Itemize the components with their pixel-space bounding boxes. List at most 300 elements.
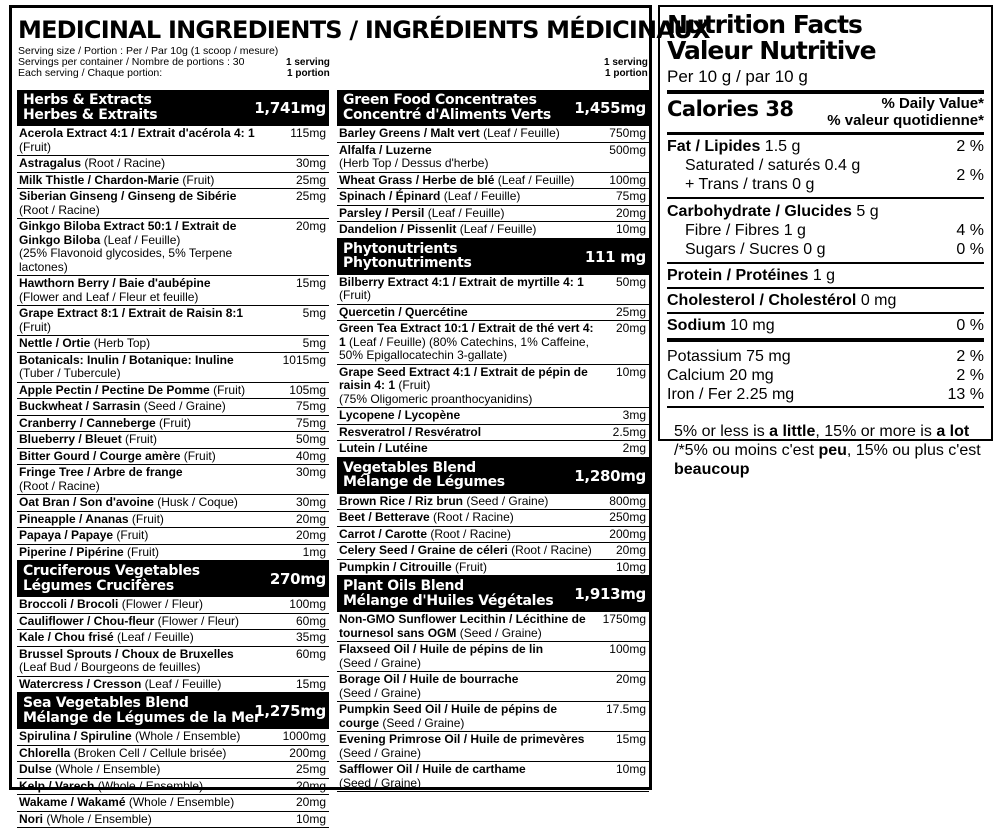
ingredient-amount: 500mg xyxy=(609,144,646,158)
ingredient-amount: 20mg xyxy=(296,513,326,527)
section-header xyxy=(337,90,649,126)
ingredient-name: Grape Extract 8:1 / Extrait de Raisin 8:1 xyxy=(19,306,243,320)
section-amount: 1,280mg xyxy=(574,467,646,485)
ingredient-row xyxy=(17,276,329,306)
ingredient-row xyxy=(17,762,329,779)
saturated-row: Saturated / saturés 0.4 g xyxy=(667,156,984,175)
ingredient-amount: 20mg xyxy=(296,780,326,794)
ingredient-amount: 50mg xyxy=(296,433,326,447)
sodium-row xyxy=(667,314,984,342)
ingredient-name: Astragalus xyxy=(19,156,81,170)
ingredient-amount: 10mg xyxy=(296,813,326,827)
ingredient-name: Apple Pectin / Pectine De Pomme xyxy=(19,383,210,397)
fat-amount: 1.5 g xyxy=(760,138,800,155)
ingredient-amount: 20mg xyxy=(296,796,326,810)
ingredient-row xyxy=(17,173,329,190)
sat-trans-pct: 2 % xyxy=(956,166,984,185)
ingredient-name: Borage Oil / Huile de bourrache xyxy=(339,672,518,686)
ingredient-amount: 15mg xyxy=(296,277,326,291)
ingredient-amount: 800mg xyxy=(609,495,646,509)
section-title: Phytonutrients Phytonutriments xyxy=(343,242,645,271)
fibre-label: Fibre / Fibres 1 g xyxy=(685,222,806,239)
ingredient-name: Wheat Grass / Herbe de blé xyxy=(339,173,494,187)
ingredient-name: Cranberry / Canneberge xyxy=(19,416,156,430)
ingredient-part: (Leaf / Feuille) xyxy=(440,189,520,203)
ingredient-name: Kelp / Varech xyxy=(19,779,94,793)
section-title: Cruciferous Vegetables Légumes Crucifères xyxy=(23,564,325,593)
ingredient-row xyxy=(17,336,329,353)
ingredient-row xyxy=(17,126,329,156)
nutrition-title-fr: Valeur Nutritive xyxy=(667,38,984,64)
ingredient-name: Botanicals: Inulin / Botanique: Inuline xyxy=(19,353,234,367)
ingredient-row xyxy=(337,275,649,305)
ingredient-name: Spirulina / Spiruline xyxy=(19,729,132,743)
ingredient-name: Siberian Ginseng / Ginseng de Sibérie xyxy=(19,189,236,203)
ingredient-part: (Root / Racine) xyxy=(508,543,592,557)
ingredient-row xyxy=(17,779,329,796)
ingredient-row xyxy=(337,189,649,206)
protein-row xyxy=(667,264,984,289)
ingredient-row xyxy=(17,399,329,416)
ingredient-name: Nettle / Ortie xyxy=(19,336,90,350)
ingredient-row xyxy=(17,795,329,812)
ingredient-row xyxy=(17,416,329,433)
ingredient-amount: 10mg xyxy=(616,366,646,380)
ingredient-part: (Fruit) xyxy=(124,545,159,559)
potassium-pct: 2 % xyxy=(956,347,984,366)
fibre-row xyxy=(667,221,984,240)
ingredient-part: (Whole / Ensemble) xyxy=(52,762,161,776)
ingredient-amount: 200mg xyxy=(609,528,646,542)
trans-row xyxy=(667,175,984,194)
trans-label: + Trans / trans 0 g xyxy=(685,176,814,193)
ingredient-name: Pineapple / Ananas xyxy=(19,512,129,526)
ingredient-row xyxy=(17,812,329,828)
ingredient-name: Ginkgo Biloba Extract 50:1 / Extrait de Ginkgo Biloba xyxy=(19,219,236,247)
ingredient-row xyxy=(337,762,649,792)
ingredient-part: (Leaf / Feuille) xyxy=(424,206,504,220)
ingredient-part: (Herb Top / Dessus d'herbe) xyxy=(339,156,488,170)
ingredient-row xyxy=(17,495,329,512)
ingredient-amount: 20mg xyxy=(616,544,646,558)
ingredient-part: (Fruit) xyxy=(180,449,215,463)
ingredient-name: Dandelion / Pissenlit xyxy=(339,222,456,236)
left-column xyxy=(17,90,329,828)
section-amount: 1,741mg xyxy=(254,99,326,117)
ingredient-name: Lutein / Lutéine xyxy=(339,441,428,455)
ingredient-amount: 20mg xyxy=(616,322,646,336)
ingredient-name: Parsley / Persil xyxy=(339,206,424,220)
ingredient-part: (Seed / Graine) xyxy=(339,686,421,700)
ingredient-amount: 30mg xyxy=(296,157,326,171)
ingredient-amount: 20mg xyxy=(616,207,646,221)
ingredient-row xyxy=(337,642,649,672)
ingredient-part: (Fruit) xyxy=(452,560,487,574)
ingredient-name: Bilberry Extract 4:1 / Extrait de myrtille 4: 1 xyxy=(339,275,584,289)
ingredient-part: (Seed / Graine) xyxy=(463,494,548,508)
serving-size: Serving size / Portion : Per / Par 10g (1 scoop / mesure) xyxy=(18,46,278,57)
ingredient-part: (Fruit) (75% Oligomeric proanthocyanidins) xyxy=(339,378,532,406)
ingredient-row xyxy=(337,321,649,365)
ingredient-row xyxy=(337,126,649,143)
ingredient-amount: 60mg xyxy=(296,615,326,629)
ingredient-row xyxy=(17,597,329,614)
serving-per: Per 10 g / par 10 g xyxy=(667,67,984,94)
ingredient-amount: 10mg xyxy=(616,561,646,575)
ingredient-name: Dulse xyxy=(19,762,52,776)
section-header xyxy=(17,561,329,597)
ingredient-name: Non-GMO Sunflower Lecithin / Lécithine de tournesol sans OGM xyxy=(339,612,586,640)
daily-value-en: % Daily Value* xyxy=(827,95,984,112)
ingredient-part: (Fruit) xyxy=(122,432,157,446)
col1-portion: 1 portion xyxy=(287,68,330,79)
ingredient-amount: 100mg xyxy=(609,174,646,188)
ingredient-part: (Fruit) xyxy=(210,383,245,397)
ingredient-part: (Whole / Ensemble) xyxy=(126,795,235,809)
ingredient-amount: 30mg xyxy=(296,466,326,480)
iron-label: Iron / Fer 2.25 mg xyxy=(667,386,794,403)
ingredient-part: (Husk / Coque) xyxy=(154,495,238,509)
ingredient-part: (Root / Racine) xyxy=(19,203,100,217)
ingredient-name: Kale / Chou frisé xyxy=(19,630,114,644)
ingredient-name: Evening Primrose Oil / Huile de primevères xyxy=(339,732,584,746)
ingredient-amount: 15mg xyxy=(616,733,646,747)
calcium-label: Calcium 20 mg xyxy=(667,367,774,384)
ingredient-amount: 20mg xyxy=(616,673,646,687)
carb-amount: 5 g xyxy=(852,203,879,220)
ingredient-name: Brown Rice / Riz brun xyxy=(339,494,463,508)
ingredient-part: (Leaf / Feuille) xyxy=(114,630,194,644)
iron-pct: 13 % xyxy=(948,385,984,404)
foot-text-7: , 15% ou plus c'est xyxy=(847,442,981,459)
ingredient-part: (Seed / Graine) xyxy=(339,746,421,760)
ingredient-part: (Whole / Ensemble) xyxy=(94,779,203,793)
ingredient-part: (Root / Racine) xyxy=(19,479,100,493)
ingredient-row xyxy=(17,545,329,562)
ingredient-row xyxy=(17,630,329,647)
foot-text-1: 5% or less is xyxy=(674,423,769,440)
ingredient-amount: 10mg xyxy=(616,223,646,237)
foot-text-6: peu xyxy=(818,442,846,459)
ingredient-row xyxy=(337,173,649,190)
ingredient-amount: 5mg xyxy=(303,307,326,321)
ingredient-row xyxy=(337,510,649,527)
ingredient-name: Piperine / Pipérine xyxy=(19,545,124,559)
carb-row xyxy=(667,202,984,221)
ingredient-name: Acerola Extract 4:1 / Extrait d'acérola 4: 1 xyxy=(19,126,255,140)
ingredient-part: (Flower and Leaf / Fleur et feuille) xyxy=(19,290,198,304)
ingredient-amount: 105mg xyxy=(289,384,326,398)
cholesterol-amount: 0 mg xyxy=(856,292,896,309)
sugars-label: Sugars / Sucres 0 g xyxy=(685,241,826,258)
section-amount: 1,275mg xyxy=(254,702,326,720)
right-column xyxy=(337,90,649,792)
ingredient-part: (Herb Top) xyxy=(90,336,150,350)
ingredient-amount: 1750mg xyxy=(603,613,646,627)
ingredient-row xyxy=(337,527,649,544)
foot-text-4: a lot xyxy=(936,423,969,440)
ingredient-name: Broccoli / Brocoli xyxy=(19,597,118,611)
ingredient-name: Flaxseed Oil / Huile de pépins de lin xyxy=(339,642,543,656)
ingredient-amount: 25mg xyxy=(296,190,326,204)
ingredient-amount: 60mg xyxy=(296,648,326,662)
ingredient-amount: 2mg xyxy=(623,442,646,456)
ingredient-part: (Fruit) xyxy=(19,140,51,154)
ingredient-name: Nori xyxy=(19,812,43,826)
ingredient-name: Blueberry / Bleuet xyxy=(19,432,122,446)
ingredient-amount: 20mg xyxy=(296,529,326,543)
protein-amount: 1 g xyxy=(808,267,835,284)
ingredient-part: (Fruit) xyxy=(19,320,51,334)
ingredient-amount: 200mg xyxy=(289,747,326,761)
ingredient-name: Pumpkin Seed Oil / Huile de pépins de courge xyxy=(339,702,557,730)
ingredient-part: (Tuber / Tubercule) xyxy=(19,366,121,380)
medicinal-title: MEDICINAL INGREDIENTS / INGRÉDIENTS MÉDICINAUX xyxy=(18,10,648,50)
ingredient-name: Barley Greens / Malt vert xyxy=(339,126,480,140)
ingredient-name: Chlorella xyxy=(19,746,70,760)
cholesterol-row xyxy=(667,289,984,314)
ingredient-row xyxy=(17,306,329,336)
ingredient-part: (Root / Racine) xyxy=(81,156,165,170)
section-title: Vegetables Blend Mélange de Légumes xyxy=(343,461,645,490)
ingredient-part: (Fruit) xyxy=(129,512,164,526)
daily-value-fr: % valeur quotidienne* xyxy=(827,112,984,129)
ingredient-amount: 75mg xyxy=(296,400,326,414)
section-amount: 270mg xyxy=(270,570,326,588)
ingredient-row xyxy=(337,494,649,511)
ingredient-name: Spinach / Épinard xyxy=(339,189,440,203)
col2-serving: 1 serving xyxy=(604,57,648,68)
calcium-row xyxy=(667,366,984,385)
section-title: Sea Vegetables Blend Mélange de Légumes de la Mer xyxy=(23,696,325,725)
ingredient-row xyxy=(17,528,329,545)
ingredient-amount: 40mg xyxy=(296,450,326,464)
ingredient-row xyxy=(17,432,329,449)
ingredient-amount: 25mg xyxy=(616,306,646,320)
cholesterol-label: Cholesterol / Cholestérol xyxy=(667,292,856,309)
ingredient-amount: 250mg xyxy=(609,511,646,525)
ingredient-name: Safflower Oil / Huile de carthame xyxy=(339,762,526,776)
potassium-row xyxy=(667,347,984,366)
ingredient-row xyxy=(337,222,649,239)
ingredient-name: Beet / Betterave xyxy=(339,510,430,524)
ingredient-name: Lycopene / Lycopène xyxy=(339,408,460,422)
ingredient-amount: 10mg xyxy=(616,763,646,777)
ingredient-row xyxy=(17,189,329,219)
ingredient-name: Green Tea Extract 10:1 / Extrait de thé vert 4: 1 xyxy=(339,321,594,349)
minerals-group xyxy=(667,342,984,408)
ingredient-part: (Flower / Fleur) xyxy=(154,614,239,628)
ingredient-row xyxy=(17,614,329,631)
ingredient-amount: 5mg xyxy=(303,337,326,351)
ingredient-row xyxy=(337,425,649,442)
ingredient-part: (Seed / Graine) xyxy=(339,656,421,670)
section-title: Herbs & Extracts Herbes & Extraits xyxy=(23,93,325,122)
ingredient-part: (Fruit) xyxy=(113,528,148,542)
ingredient-name: Wakame / Wakamé xyxy=(19,795,126,809)
each-serving: Each serving / Chaque portion: xyxy=(18,68,162,79)
ingredient-part: (Whole / Ensemble) xyxy=(132,729,241,743)
daily-value-header xyxy=(827,95,984,129)
foot-text-3: , 15% or more is xyxy=(815,423,936,440)
ingredient-name: Milk Thistle / Chardon-Marie xyxy=(19,173,179,187)
ingredient-amount: 25mg xyxy=(296,174,326,188)
ingredient-part: (Broken Cell / Cellule brisée) xyxy=(70,746,226,760)
ingredient-amount: 75mg xyxy=(616,190,646,204)
ingredient-row xyxy=(337,560,649,577)
ingredient-amount: 1015mg xyxy=(283,354,326,368)
ingredient-amount: 2.5mg xyxy=(613,426,646,440)
ingredient-amount: 35mg xyxy=(296,631,326,645)
ingredient-part: (Fruit) xyxy=(156,416,191,430)
section-header xyxy=(17,693,329,729)
ingredient-part: (Fruit) xyxy=(339,288,371,302)
ingredient-row xyxy=(17,219,329,276)
ingredient-amount: 750mg xyxy=(609,127,646,141)
ingredient-row xyxy=(17,156,329,173)
fat-row xyxy=(667,137,984,156)
fat-pct: 2 % xyxy=(956,137,984,156)
section-amount: 1,455mg xyxy=(574,99,646,117)
ingredient-row xyxy=(17,647,329,677)
ingredient-name: Resveratrol / Resvératrol xyxy=(339,425,481,439)
ingredient-name: Celery Seed / Graine de céleri xyxy=(339,543,508,557)
col1-serving: 1 serving xyxy=(286,57,330,68)
calcium-pct: 2 % xyxy=(956,366,984,385)
sugars-row xyxy=(667,240,984,259)
ingredient-amount: 100mg xyxy=(289,598,326,612)
ingredient-part: (Root / Racine) xyxy=(427,527,511,541)
ingredient-row xyxy=(17,449,329,466)
ingredient-amount: 30mg xyxy=(296,496,326,510)
section-amount: 1,913mg xyxy=(574,585,646,603)
sodium-amount: 10 mg xyxy=(726,317,775,334)
ingredient-amount: 15mg xyxy=(296,678,326,692)
ingredient-row xyxy=(17,465,329,495)
section-header xyxy=(337,458,649,494)
iron-row xyxy=(667,385,984,404)
ingredient-name: Alfalfa / Luzerne xyxy=(339,143,432,157)
servings-per-container: Servings per container / Nombre de portions : 30 xyxy=(18,57,244,68)
ingredient-amount: 3mg xyxy=(623,409,646,423)
ingredient-row xyxy=(337,441,649,458)
section-title: Plant Oils Blend Mélange d'Huiles Végétales xyxy=(343,579,645,608)
ingredient-part: (Leaf / Feuille) xyxy=(494,173,574,187)
ingredient-amount: 1000mg xyxy=(283,730,326,744)
calories-row xyxy=(667,94,984,135)
ingredient-part: (Leaf Bud / Bourgeons de feuilles) xyxy=(19,660,200,674)
ingredient-amount: 20mg xyxy=(296,220,326,234)
ingredient-name: Grape Seed Extract 4:1 / Extrait de pépin de raisin 4: 1 xyxy=(339,365,588,393)
ingredient-amount: 115mg xyxy=(290,127,326,141)
ingredient-name: Cauliflower / Chou-fleur xyxy=(19,614,154,628)
ingredient-amount: 50mg xyxy=(616,276,646,290)
section-header xyxy=(337,239,649,275)
ingredient-part: (Root / Racine) xyxy=(430,510,514,524)
ingredient-part: (Seed / Graine) xyxy=(140,399,225,413)
ingredient-name: Fringe Tree / Arbre de frange xyxy=(19,465,183,479)
ingredient-part: (Leaf / Feuille) xyxy=(480,126,560,140)
ingredient-part: (Flower / Fleur) xyxy=(118,597,203,611)
ingredient-row xyxy=(337,543,649,560)
foot-text-2: a little xyxy=(769,423,815,440)
carb-group xyxy=(667,199,984,264)
ingredient-part: (Leaf / Feuille) xyxy=(456,222,536,236)
ingredient-part: (Leaf / Feuille) (25% Flavonoid glycosides, 5% Terpene lactones) xyxy=(19,233,232,274)
ingredient-name: Carrot / Carotte xyxy=(339,527,427,541)
ingredient-amount: 75mg xyxy=(296,417,326,431)
ingredient-name: Quercetin / Quercétine xyxy=(339,305,468,319)
nutrition-title xyxy=(667,12,984,64)
col2-portion: 1 portion xyxy=(605,68,648,79)
protein-label: Protein / Protéines xyxy=(667,267,808,284)
ingredient-part: (Whole / Ensemble) xyxy=(43,812,152,826)
ingredient-amount: 25mg xyxy=(296,763,326,777)
ingredient-row xyxy=(337,206,649,223)
ingredient-row xyxy=(17,383,329,400)
ingredient-part: (Seed / Graine) xyxy=(456,626,541,640)
ingredient-name: Hawthorn Berry / Baie d'aubépine xyxy=(19,276,211,290)
ingredient-row xyxy=(337,365,649,409)
ingredient-name: Oat Bran / Son d'avoine xyxy=(19,495,154,509)
ingredient-name: Brussel Sprouts / Choux de Bruxelles xyxy=(19,647,234,661)
ingredient-amount: 1mg xyxy=(303,546,326,560)
ingredient-name: Pumpkin / Citrouille xyxy=(339,560,452,574)
section-title: Green Food Concentrates Concentré d'Aliments Verts xyxy=(343,93,645,122)
section-header xyxy=(17,90,329,126)
nutrition-footnote xyxy=(667,422,984,479)
calories-label: Calories 38 xyxy=(667,97,794,121)
fibre-pct: 4 % xyxy=(956,221,984,240)
sugars-pct: 0 % xyxy=(956,240,984,259)
ingredient-part: (Fruit) xyxy=(179,173,214,187)
ingredient-name: Bitter Gourd / Courge amère xyxy=(19,449,180,463)
foot-text-8: beaucoup xyxy=(674,461,750,478)
section-amount: 111 mg xyxy=(585,248,646,266)
ingredient-row xyxy=(17,512,329,529)
sodium-pct: 0 % xyxy=(956,316,984,335)
medicinal-ingredients-panel xyxy=(9,5,652,790)
ingredient-name: Papaya / Papaye xyxy=(19,528,113,542)
potassium-label: Potassium 75 mg xyxy=(667,348,791,365)
sodium-label: Sodium xyxy=(667,317,726,334)
ingredient-row xyxy=(337,612,649,642)
foot-text-5: /*5% ou moins c'est xyxy=(674,442,818,459)
ingredient-row xyxy=(17,677,329,694)
carb-label: Carbohydrate / Glucides xyxy=(667,203,852,220)
ingredient-amount: 100mg xyxy=(609,643,646,657)
ingredient-name: Watercress / Cresson xyxy=(19,677,141,691)
ingredient-part: (Seed / Graine) xyxy=(379,716,464,730)
ingredient-part: (Seed / Graine) xyxy=(339,776,421,790)
fat-label: Fat / Lipides xyxy=(667,138,760,155)
ingredient-part: (Leaf / Feuille) (80% Catechins, 1% Caffeine, 50% Epigallocatechin 3-gallate) xyxy=(339,335,589,363)
section-header xyxy=(337,576,649,612)
ingredient-row xyxy=(337,732,649,762)
ingredient-row xyxy=(337,672,649,702)
fat-group xyxy=(667,135,984,199)
ingredient-amount: 17.5mg xyxy=(606,703,646,717)
ingredient-row xyxy=(17,746,329,763)
nutrition-facts-panel xyxy=(658,5,993,441)
ingredient-row xyxy=(337,143,649,173)
ingredient-row xyxy=(337,305,649,322)
ingredient-row xyxy=(337,408,649,425)
ingredient-row xyxy=(337,702,649,732)
nutrition-title-en: Nutrition Facts xyxy=(667,12,984,38)
ingredient-name: Buckwheat / Sarrasin xyxy=(19,399,140,413)
ingredient-part: (Leaf / Feuille) xyxy=(141,677,221,691)
